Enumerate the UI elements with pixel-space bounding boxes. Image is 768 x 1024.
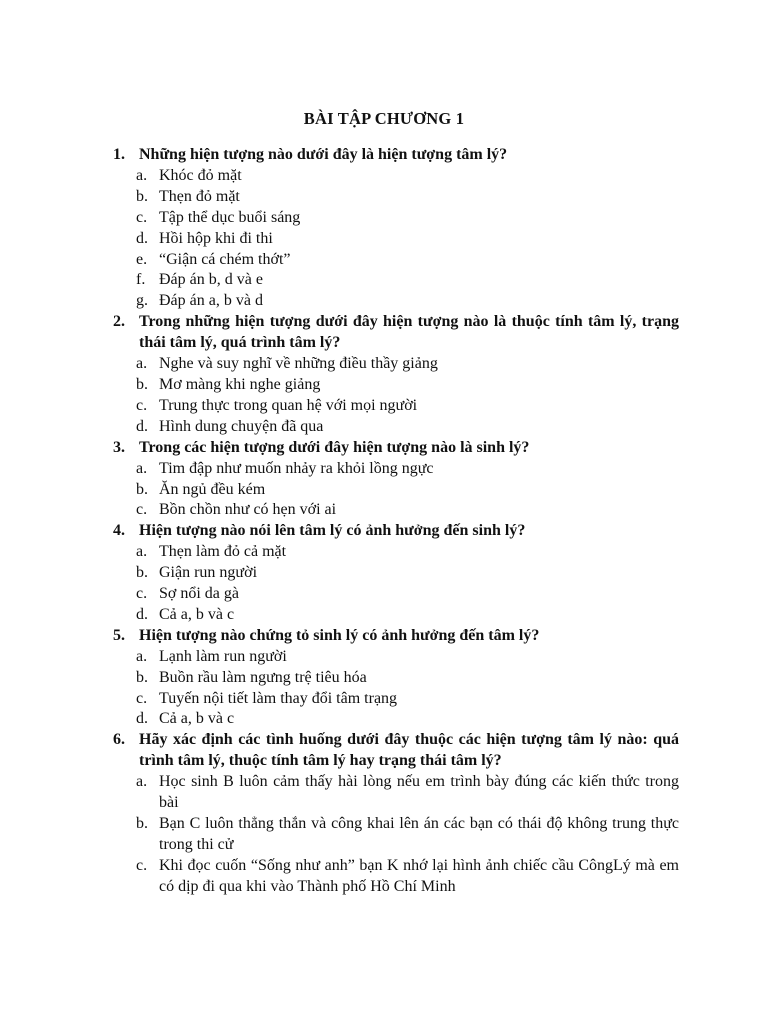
answer-option	[136, 584, 679, 605]
option-text: Nghe và suy nghĩ về những điều thầy giảng	[159, 355, 438, 373]
option-text: Hình dung chuyện đã qua	[159, 417, 324, 435]
answer-option	[136, 647, 679, 668]
question-stem	[113, 438, 679, 459]
option-text: Giận run người	[159, 564, 258, 582]
page-title: BÀI TẬP CHƯƠNG 1	[303, 109, 465, 128]
question-number: 4.	[113, 522, 125, 540]
option-list	[136, 166, 679, 312]
option-letter: f.	[136, 271, 146, 289]
option-letter: e.	[136, 250, 148, 268]
question-number: 1.	[113, 146, 125, 163]
answer-option	[136, 270, 679, 291]
answer-option	[136, 772, 679, 814]
question-text: Hiện tượng nào chứng tỏ sinh lý có ảnh hưởng đến tâm lý?	[139, 626, 540, 644]
answer-option	[136, 814, 679, 856]
answer-option	[136, 250, 679, 271]
option-text: Sợ nổi da gà	[159, 585, 240, 603]
question-item	[113, 730, 679, 897]
question-text: Trong những hiện tượng dưới đây hiện tượng nào là thuộc tính tâm lý, trạng thái tâm lý, quá trình tâm lý?	[139, 313, 679, 352]
question-text: Hãy xác định các tình huống dưới đây thuộc các hiện tượng tâm lý nào: quá trình tâm lý, thuộc tính tâm lý hay trạng thái tâm lý?	[139, 731, 679, 770]
option-text: Lạnh làm run người	[159, 647, 287, 665]
answer-option	[136, 605, 679, 626]
answer-option	[136, 542, 679, 563]
option-letter: a.	[136, 459, 148, 477]
option-letter: b.	[136, 564, 148, 582]
answer-option	[136, 856, 679, 898]
option-text: Tim đập như muốn nhảy ra khỏi lồng ngực	[159, 459, 434, 477]
option-letter: b.	[136, 480, 148, 498]
question-text: Hiện tượng nào nói lên tâm lý có ảnh hưởng đến sinh lý?	[139, 522, 526, 540]
option-letter: c.	[136, 689, 148, 707]
option-list	[136, 459, 679, 522]
answer-option	[136, 229, 679, 250]
question-list	[113, 145, 679, 898]
option-letter: d.	[136, 417, 148, 435]
option-text: Hồi hộp khi đi thi	[159, 229, 273, 247]
answer-option	[136, 208, 679, 229]
answer-option	[136, 689, 679, 710]
option-letter: b.	[136, 668, 148, 686]
option-letter: a.	[136, 773, 148, 791]
question-number: 6.	[113, 731, 125, 749]
question-stem	[113, 730, 679, 772]
option-text: Cả a, b và c	[159, 605, 235, 623]
answer-option	[136, 354, 679, 375]
option-text: “Giận cá chém thớt”	[159, 250, 291, 268]
option-text: Trung thực trong quan hệ với mọi người	[159, 396, 418, 414]
option-letter: c.	[136, 396, 148, 414]
answer-option	[136, 187, 679, 208]
question-number: 3.	[113, 438, 125, 456]
option-text: Khóc đỏ mặt	[159, 166, 242, 184]
option-list	[136, 354, 679, 438]
option-letter: a.	[136, 647, 148, 665]
question-item	[113, 521, 679, 626]
option-text: Mơ màng khi nghe giảng	[159, 375, 321, 393]
answer-option	[136, 709, 679, 730]
answer-option	[136, 166, 679, 187]
option-text: Đáp án b, d và e	[159, 271, 263, 289]
option-letter: c.	[136, 501, 148, 519]
question-item	[113, 312, 679, 437]
question-stem	[113, 521, 679, 542]
answer-option	[136, 396, 679, 417]
question-stem	[113, 312, 679, 354]
option-letter: a.	[136, 355, 148, 373]
answer-option	[136, 668, 679, 689]
option-list	[136, 772, 679, 897]
option-text: Ăn ngủ đều kém	[159, 480, 266, 498]
option-text: Thẹn đỏ mặt	[159, 187, 240, 205]
question-text: Những hiện tượng nào dưới đây là hiện tượng tâm lý?	[139, 146, 508, 163]
option-text: Bồn chồn như có hẹn với ai	[159, 501, 337, 519]
question-item	[113, 145, 679, 312]
answer-option	[136, 459, 679, 480]
option-letter: d.	[136, 710, 148, 728]
question-text: Trong các hiện tượng dưới đây hiện tượng nào là sinh lý?	[139, 438, 530, 456]
option-letter: b.	[136, 815, 148, 832]
question-stem	[113, 626, 679, 647]
option-text: Thẹn làm đỏ cả mặt	[159, 543, 287, 561]
option-letter: b.	[136, 375, 148, 393]
option-list	[136, 647, 679, 731]
option-letter: a.	[136, 543, 148, 561]
option-text: Học sinh B luôn cảm thấy hài lòng nếu em trình bày đúng các kiến thức trong bài	[159, 773, 679, 812]
option-letter: c.	[136, 856, 148, 874]
option-text: Bạn C luôn thẳng thắn và công khai lên án các bạn có thái độ không trung thực trong thi cử	[159, 815, 679, 853]
option-text: Tuyến nội tiết làm thay đổi tâm trạng	[159, 689, 398, 707]
question-stem	[113, 145, 679, 166]
option-letter: b.	[136, 187, 148, 205]
option-text: Tập thể dục buổi sáng	[159, 208, 301, 226]
question-item	[113, 438, 679, 522]
answer-option	[136, 291, 679, 312]
option-list	[136, 542, 679, 626]
answer-option	[136, 563, 679, 584]
option-text: Đáp án a, b và d	[159, 292, 263, 310]
answer-option	[136, 417, 679, 438]
option-letter: g.	[136, 292, 148, 310]
question-number: 2.	[113, 313, 125, 331]
option-letter: d.	[136, 605, 148, 623]
option-letter: c.	[136, 585, 148, 603]
answer-option	[136, 375, 679, 396]
option-letter: a.	[136, 166, 148, 184]
answer-option	[136, 480, 679, 501]
question-item	[113, 626, 679, 731]
option-text: Khi đọc cuốn “Sống như anh” bạn K nhớ lại hình ảnh chiếc cầu CôngLý mà em có dịp đi qua khi vào Thành phố Hồ Chí Minh	[159, 856, 679, 895]
question-number: 5.	[113, 626, 125, 644]
option-text: Buồn rầu làm ngưng trệ tiêu hóa	[159, 668, 367, 686]
option-letter: d.	[136, 229, 148, 247]
answer-option	[136, 500, 679, 521]
option-letter: c.	[136, 208, 148, 226]
option-text: Cả a, b và c	[159, 710, 235, 728]
